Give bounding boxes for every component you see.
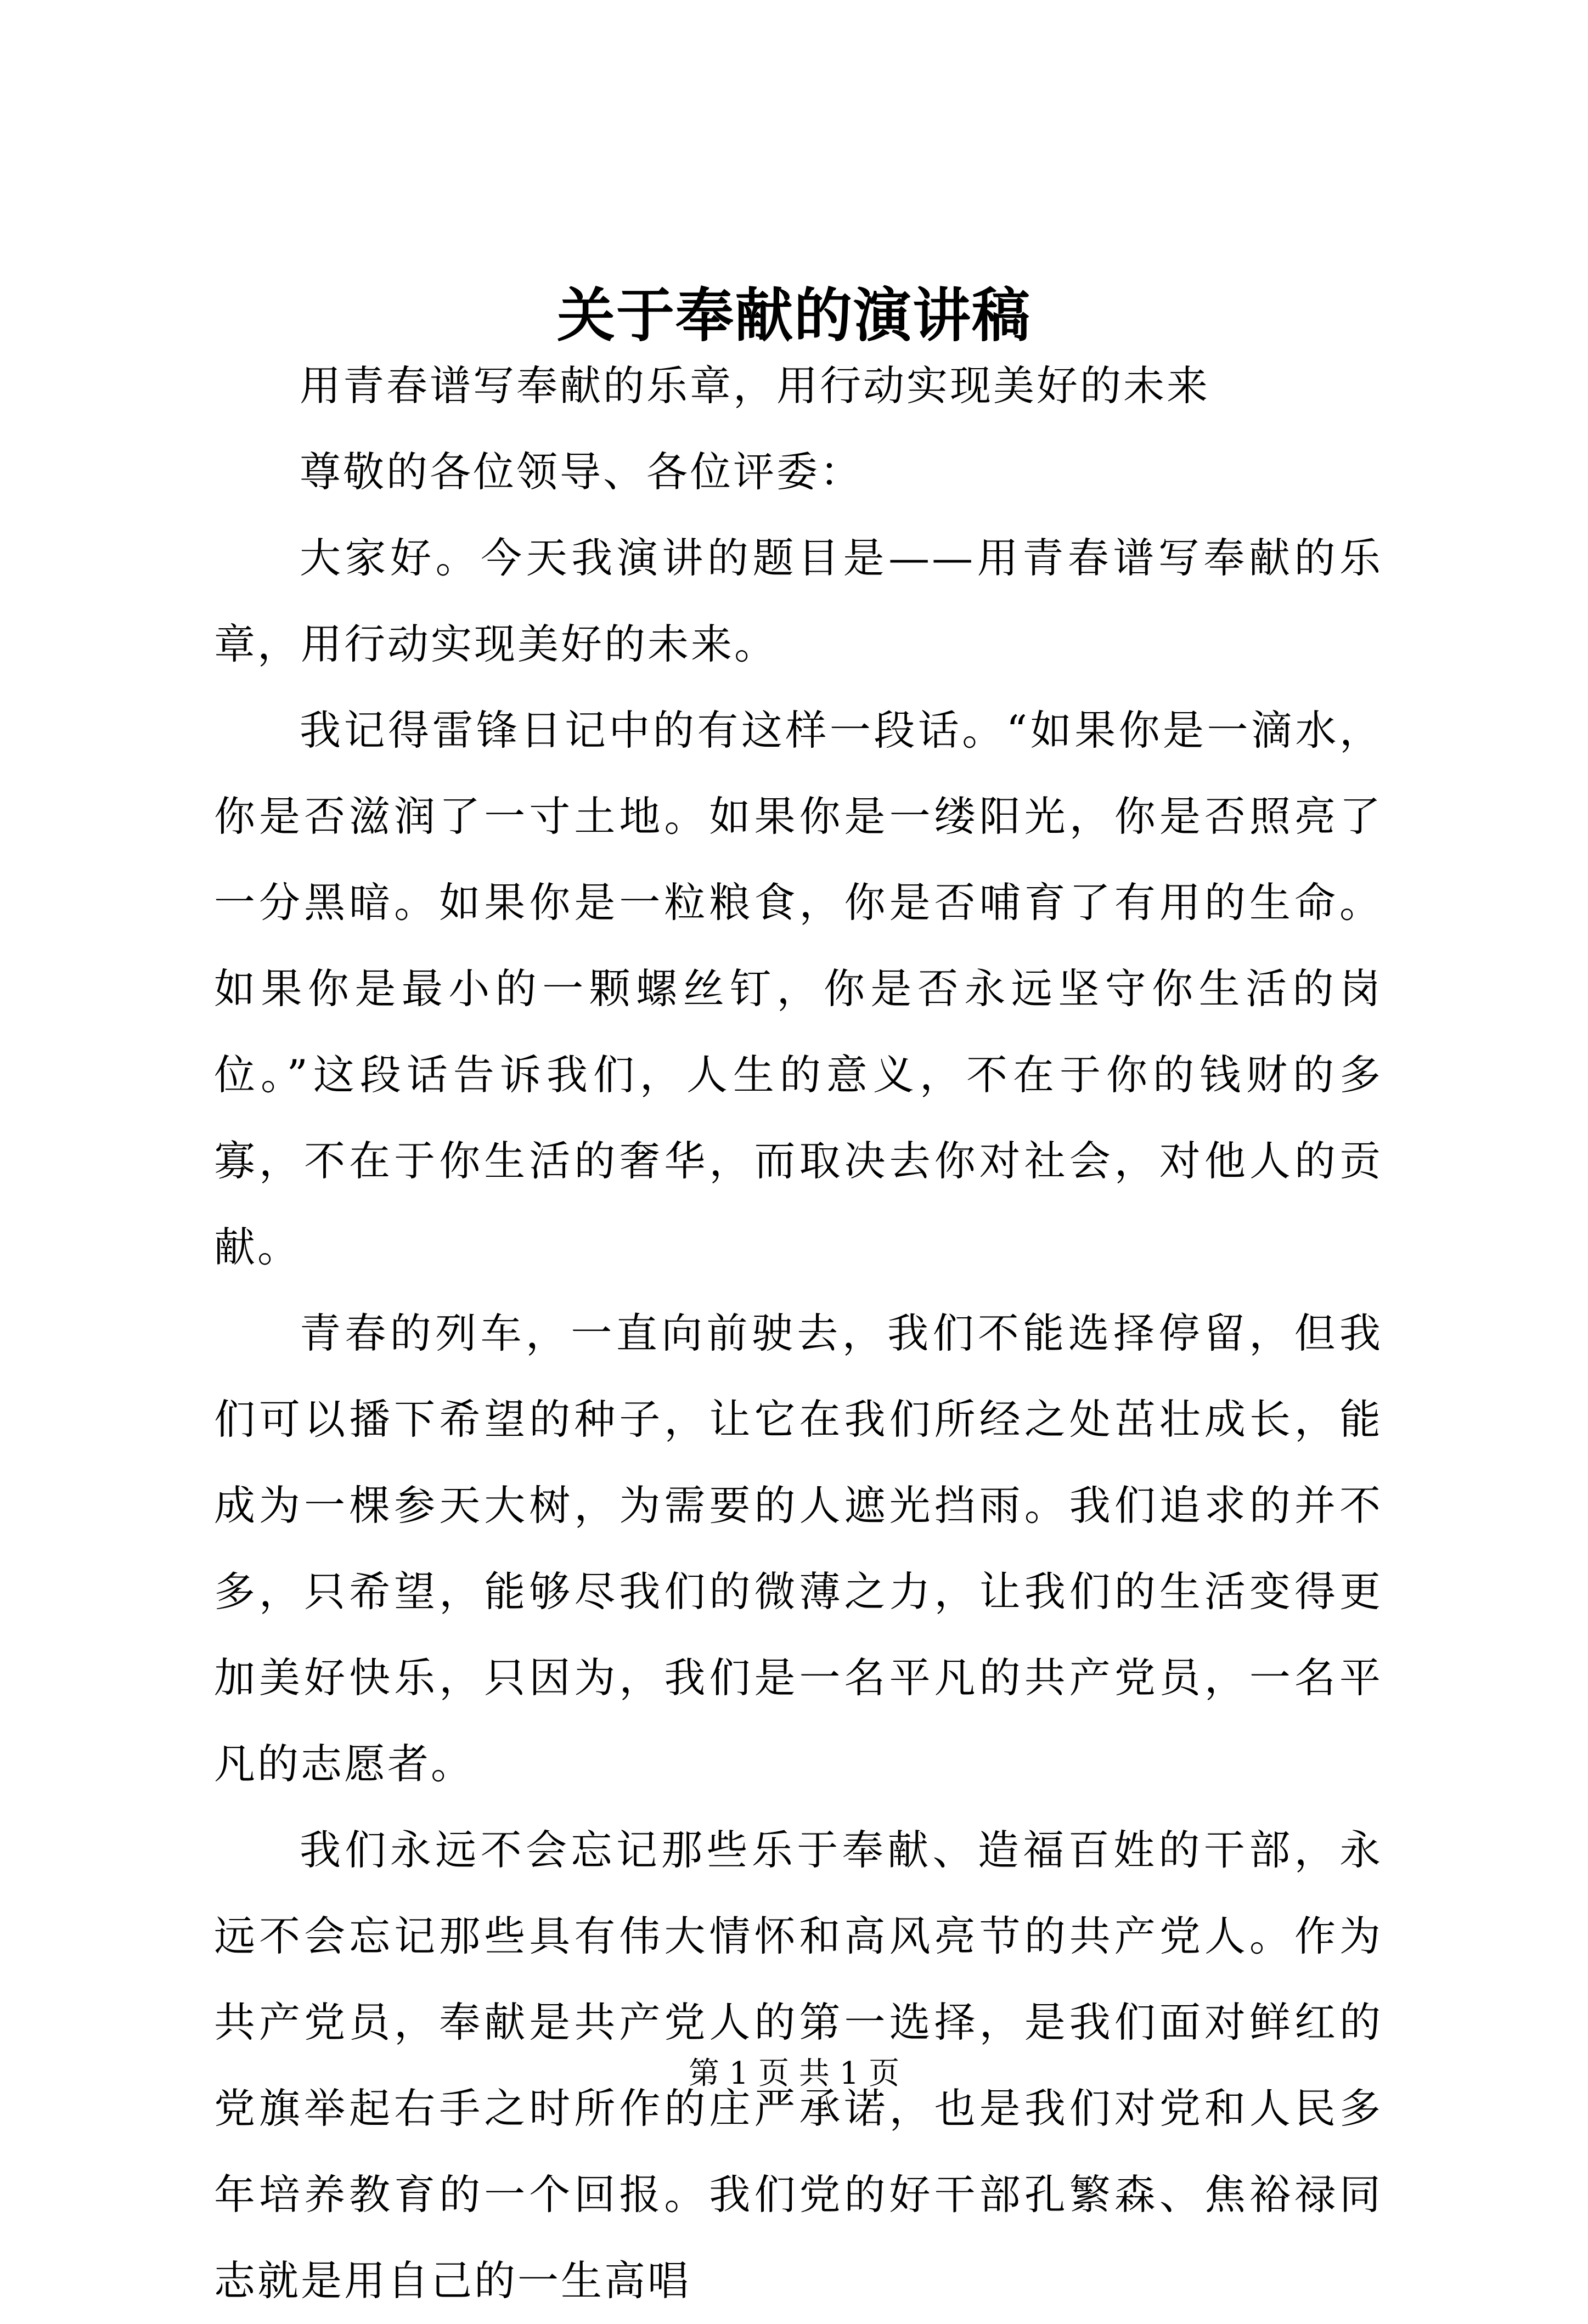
document-title: 关于奉献的演讲稿: [557, 281, 1031, 349]
body-paragraph: 大家好。今天我演讲的题目是——用青春谱写奉献的乐章，用行动实现美好的未来。: [214, 534, 1383, 668]
salutation-paragraph: 尊敬的各位领导、各位评委：: [300, 448, 864, 496]
page-footer: 第 1 页 共 1 页: [688, 2056, 900, 2091]
body-paragraph: 我记得雷锋日记中的有这样一段话。“如果你是一滴水，你是否滋润了一寸土地。如果你是一缕阳光，你是否照亮了一分黑暗。如果你是一粒粮食，你是否哺育了有用的生命。如果你是最小的一颗螺丝钉，你是否永远坚守你生活的岗位。”这段话告诉我们，人生的意义，不在于你的钱财的多寡，不在于你生活的奢华，而取决去你对社会，对他人的贡献。: [214, 706, 1383, 1271]
body-paragraph: 我们永远不会忘记那些乐于奉献、造福百姓的干部，永远不会忘记那些具有伟大情怀和高风亮节的共产党人。作为共产党员，奉献是共产党人的第一选择，是我们面对鲜红的党旗举起右手之时所作的庄严承诺，也是我们对党和人民多年培养教育的一个回报。我们党的好干部孔繁森、焦裕禄同志就是用自己的一生高唱: [214, 1826, 1383, 2305]
subtitle-paragraph: 用青春谱写奉献的乐章，用行动实现美好的未来: [300, 362, 1210, 410]
body-paragraph: 青春的列车，一直向前驶去，我们不能选择停留，但我们可以播下希望的种子，让它在我们所经之处茁壮成长，能成为一棵参天大树，为需要的人遮光挡雨。我们追求的并不多，只希望，能够尽我们的微薄之力，让我们的生活变得更加美好快乐，只因为，我们是一名平凡的共产党员，一名平凡的志愿者。: [214, 1309, 1383, 1788]
document-body: [214, 343, 1383, 2324]
